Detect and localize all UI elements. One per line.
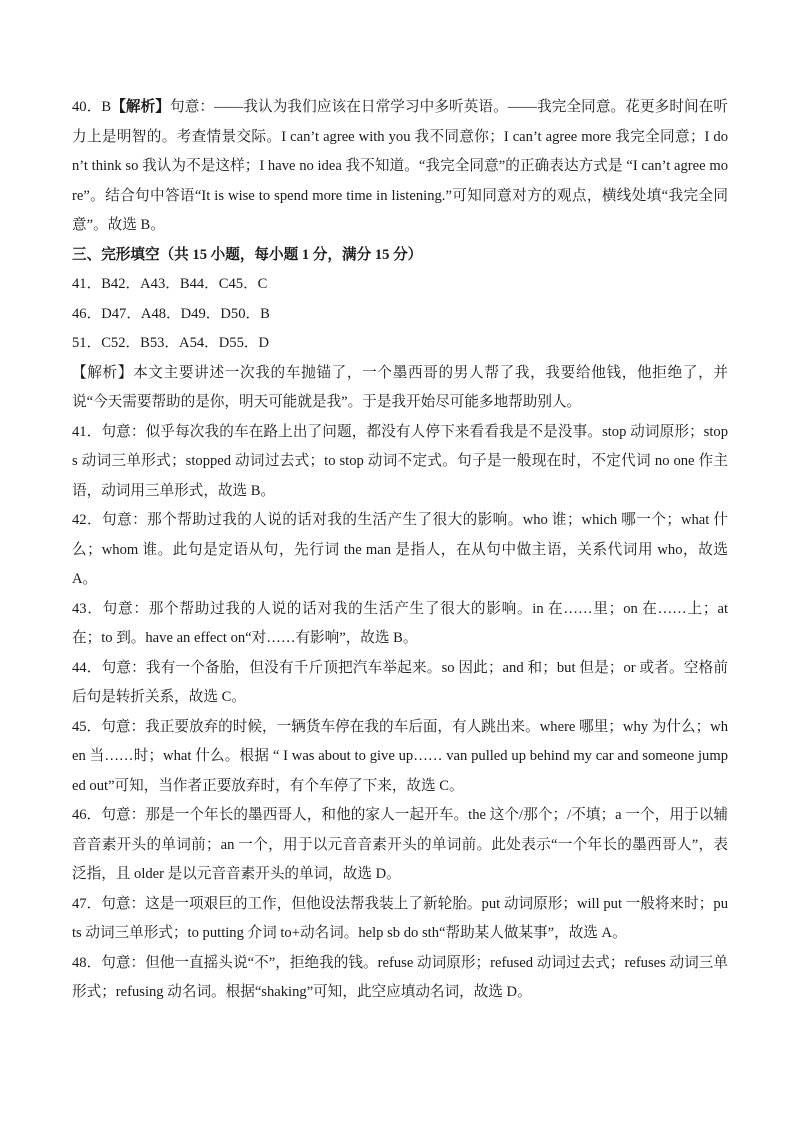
item-43: 43．句意：那个帮助过我的人说的话对我的生活产生了很大的影响。in 在……里；on 在……上；at 在；to 到。have an effect on“对……有影响”，故选 B。	[72, 600, 728, 646]
answer-line: 51．C52．B53．A54．D55．D	[72, 335, 270, 351]
summary-bracket-label: 【解析】	[72, 364, 134, 381]
item-42: 42．句意：那个帮助过我的人说的话对我的生活产生了很大的影响。who 谁；which 哪一个；what 什么；whom 谁。此句是定语从句，先行词 the man 是指人，在从句中做主语，关系代词用 who，故选 A。	[72, 512, 728, 587]
item-44: 44．句意：我有一个备胎，但没有千斤顶把汽车举起来。so 因此；and 和；but 但是；or 或者。空格前后句是转折关系，故选 C。	[72, 659, 728, 705]
summary-explanation	[72, 359, 728, 418]
q40-text: 句意：——我认为我们应该在日常学习中多听英语。——我完全同意。花更多时间在听力上是明智的。考查情景交际。I can’t agree with you 我不同意你；I can’t agree more 我完全同意；I don’t think so 我认为不是这样；I have no idea 我不知道。“我完全同意”的正确表达方式是 “I can’t agree more”。结合句中答语“It is wise to spend more time in listening.”可知同意对方的观点，横线处填“我完全同意”。故选 B。	[72, 99, 728, 233]
answer-line: 46．D47．A48．D49．D50．B	[72, 305, 270, 322]
q40-bracket-label: 【解析】	[111, 99, 170, 115]
answer-line: 41．B42．A43．B44．C45．C	[72, 276, 268, 292]
item-48: 48．句意：但他一直摇头说“不”，拒绝我的钱。refuse 动词原形；refused 动词过去式；refuses 动词三单形式；refusing 动名词。根据“shaking”可知，此空应填动名词，故选 D。	[72, 954, 728, 1000]
item-41: 41．句意：似乎每次我的车在路上出了问题，都没有人停下来看看我是不是没事。stop 动词原形；stops 动词三单形式；stopped 动词过去式；to stop 动词不定式。句子是一般现在时，不定代词 no one 作主语，动词用三单形式，故选 B。	[72, 423, 728, 499]
item-47: 47．句意：这是一项艰巨的工作，但他设法帮我装上了新轮胎。put 动词原形；will put 一般将来时；puts 动词三单形式；to putting 介词 to+动名词。help sb do sth“帮助某人做某事”，故选 A。	[72, 895, 728, 941]
section-title: 三、完形填空（共 15 小题，每小题 1 分，满分 15 分）	[72, 246, 423, 263]
q40-lead: 40．B	[72, 99, 112, 115]
document-page	[72, 93, 728, 1008]
summary-text: 本文主要讲述一次我的车抛锚了，一个墨西哥的男人帮了我，我要给他钱，他拒绝了，并说“今天需要帮助的是你，明天可能就是我”。于是我开始尽可能多地帮助别人。	[72, 364, 728, 410]
item-45: 45．句意：我正要放弃的时候，一辆货车停在我的车后面，有人跳出来。where 哪里；why 为什么；when 当……时；what 什么。根据 “ I was about to give up…… van pulled up behind my car and someone jumped out”可知，当作者正要放弃时，有个车停了下来，故选 C。	[72, 718, 728, 794]
q40-explanation	[72, 93, 728, 241]
item-46: 46．句意：那是一个年长的墨西哥人，和他的家人一起开车。the 这个/那个；/不填；a 一个，用于以辅音音素开头的单词前；an 一个，用于以元音音素开头的单词前。此处表示“一个年长的墨西哥人”，表泛指，且 older 是以元音音素开头的单词，故选 D。	[72, 807, 728, 882]
